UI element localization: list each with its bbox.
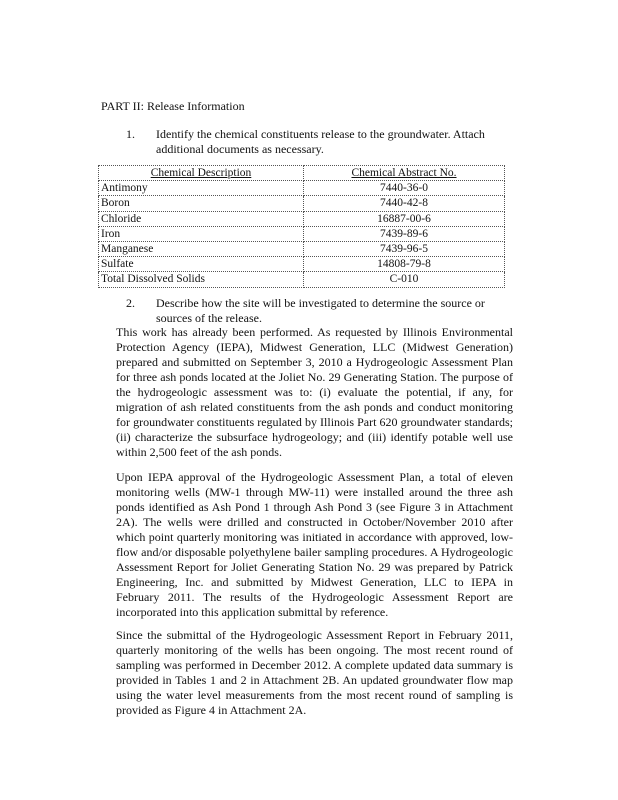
chemical-description: Sulfate <box>99 257 304 272</box>
chemical-description: Total Dissolved Solids <box>99 272 304 287</box>
table-header-row <box>99 166 505 181</box>
chemical-description: Manganese <box>99 241 304 256</box>
table-row <box>99 257 505 272</box>
item-number: 1. <box>126 127 135 141</box>
table-row <box>99 181 505 196</box>
table-row <box>99 272 505 287</box>
table-row <box>99 196 505 211</box>
chemical-description: Boron <box>99 196 304 211</box>
cas-number: 7439-96-5 <box>304 241 505 256</box>
cas-number: 7439-89-6 <box>304 226 505 241</box>
chemical-description: Iron <box>99 226 304 241</box>
column-header: Chemical Abstract No. <box>304 166 505 181</box>
chemical-description: Antimony <box>99 181 304 196</box>
part-heading: PART II: Release Information <box>101 99 245 113</box>
cas-number: 14808-79-8 <box>304 257 505 272</box>
table-row <box>99 226 505 241</box>
paragraph: This work has already been performed. As requested by Illinois Environmental Protection Agency (IEPA), Midwest Generation, LLC (Midwest Generation) prepared and submitted on September 3, 2010 a Hydrogeologic Assessment Plan for three ash ponds located at the Joliet No. 29 Generating Station. The purpose of the hydrogeologic assessment was to: (i) evaluate the potential, if any, for migration of ash related constituents from the ash ponds and conduct monitoring for groundwater constituents regulated by Illinois Part 620 groundwater standards; (ii) characterize the subsurface hydrogeology; and (iii) identify potable well use within 2,500 feet of the ash ponds. <box>116 325 513 459</box>
item-text: Identify the chemical constituents release to the groundwater. Attach additional documents as necessary. <box>156 127 485 156</box>
column-header: Chemical Description <box>99 166 304 181</box>
chemical-description: Chloride <box>99 211 304 226</box>
table-row <box>99 241 505 256</box>
paragraph: Since the submittal of the Hydrogeologic Assessment Report in February 2011, quarterly monitoring of the wells has been ongoing. The most recent round of sampling was performed in December 2012. A complete updated data summary is provided in Tables 1 and 2 in Attachment 2B. An updated groundwater flow map using the water level measurements from the most recent round of sampling is provided as Figure 4 in Attachment 2A. <box>116 628 513 717</box>
item-number: 2. <box>126 296 135 310</box>
item-text: Describe how the site will be investigated to determine the source or sources of the release. <box>156 296 485 325</box>
cas-number: 16887-00-6 <box>304 211 505 226</box>
cas-number: C-010 <box>304 272 505 287</box>
paragraph: Upon IEPA approval of the Hydrogeologic Assessment Plan, a total of eleven monitoring wells (MW-1 through MW-11) were installed around the three ash ponds identified as Ash Pond 1 through Ash Pond 3 (see Figure 3 in Attachment 2A). The wells were drilled and constructed in October/November 2010 after which point quarterly monitoring was initiated in accordance with approved, low-flow and/or disposable polyethylene bailer sampling procedures. A Hydrogeologic Assessment Report for Joliet Generating Station No. 29 was prepared by Patrick Engineering, Inc. and submitted by Midwest Generation, LLC to IEPA in February 2011. The results of the Hydrogeologic Assessment Report are incorporated into this application submittal by reference. <box>116 470 513 619</box>
chemical-table <box>98 165 505 288</box>
cas-number: 7440-36-0 <box>304 181 505 196</box>
cas-number: 7440-42-8 <box>304 196 505 211</box>
table-row <box>99 211 505 226</box>
